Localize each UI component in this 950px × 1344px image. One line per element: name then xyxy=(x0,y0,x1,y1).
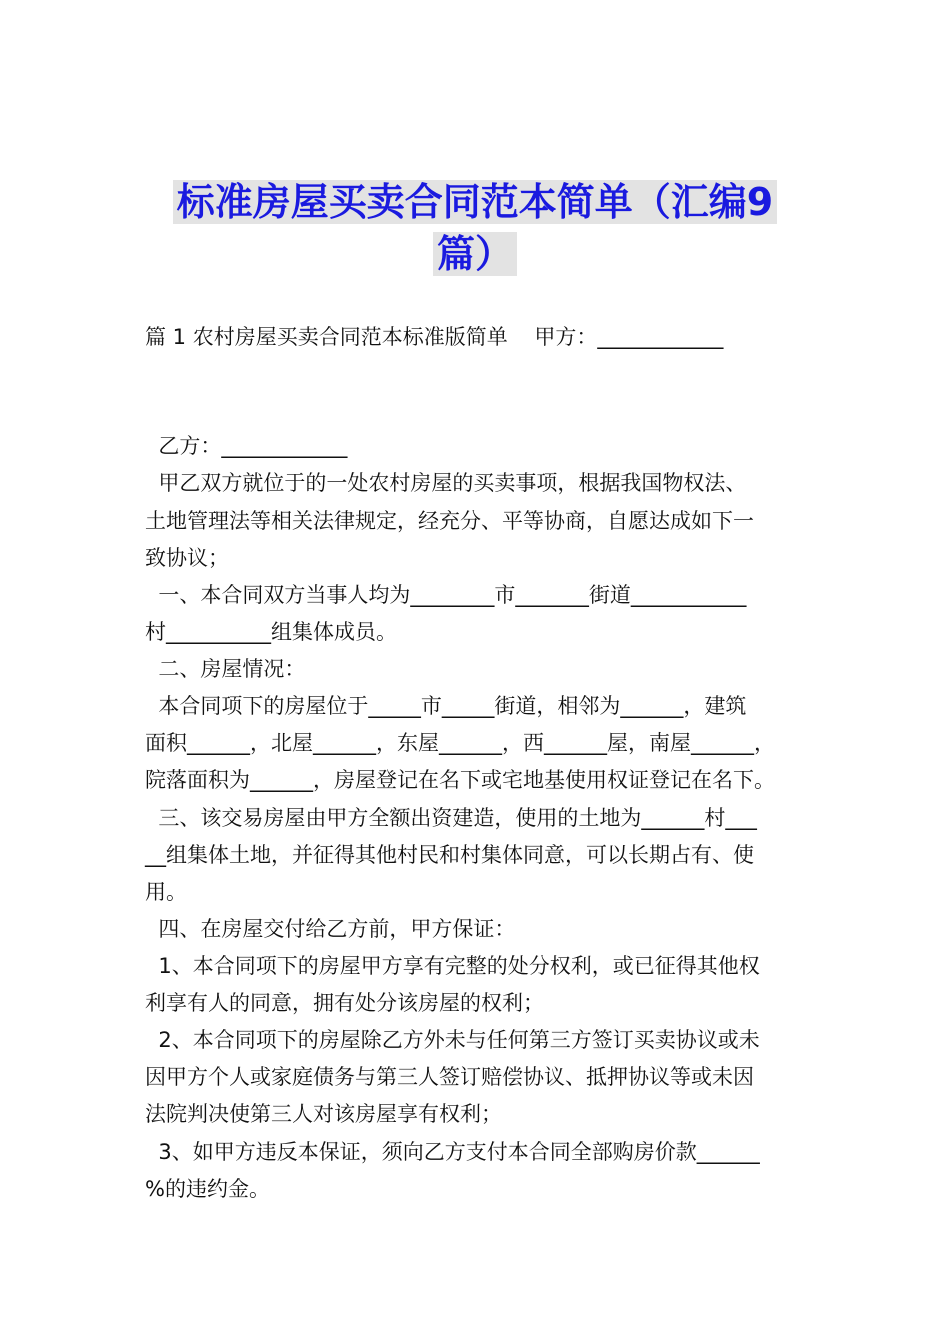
body-line: 法院判决使第三人对该房屋享有权利； xyxy=(145,1102,502,1126)
body-line: 致协议； xyxy=(145,546,229,570)
body-line: 因甲方个人或家庭债务与第三人签订赔偿协议、抵押协议等或未因 xyxy=(145,1065,754,1089)
body-line: 村__________组集体成员。 xyxy=(145,620,397,644)
body-line: 二、房屋情况： xyxy=(145,657,306,681)
body-line: 一、本合同双方当事人均为________市_______街道___________ xyxy=(145,583,747,607)
body-line: 2、本合同项下的房屋除乙方外未与任何第三方签订买卖协议或未 xyxy=(145,1028,760,1052)
body-line: 篇 1 农村房屋买卖合同范本标准版简单 甲方：____________ xyxy=(145,325,724,349)
body-line: 甲乙双方就位于的一处农村房屋的买卖事项，根据我国物权法、 xyxy=(145,471,747,495)
body-line: 四、在房屋交付给乙方前，甲方保证： xyxy=(145,917,516,941)
body-line: 院落面积为______，房屋登记在名下或宅地基使用权证登记在名下。 xyxy=(145,768,775,792)
body-line: %的违约金。 xyxy=(145,1177,270,1201)
body-line: 土地管理法等相关法律规定，经充分、平等协商，自愿达成如下一 xyxy=(145,509,754,533)
body-line: 3、如甲方违反本保证，须向乙方支付本合同全部购房价款______ xyxy=(145,1140,760,1164)
title-text-1: 标准房屋买卖合同范本简单（汇编9 xyxy=(173,180,777,224)
body-line: 三、该交易房屋由甲方全额出资建造，使用的土地为______村___ xyxy=(145,806,757,830)
body-line: 面积______，北屋______，东屋______，西______屋，南屋______， xyxy=(145,731,775,755)
body-line: 乙方：____________ xyxy=(145,434,348,458)
body-line: 用。 xyxy=(145,880,187,904)
body-line: 本合同项下的房屋位于_____市_____街道，相邻为______，建筑 xyxy=(145,694,747,718)
body-line: __组集体土地，并征得其他村民和村集体同意，可以长期占有、使 xyxy=(145,843,754,867)
body-line: 利享有人的同意，拥有处分该房屋的权利； xyxy=(145,991,544,1015)
body-line: 1、本合同项下的房屋甲方享有完整的处分权利，或已征得其他权 xyxy=(145,954,760,978)
title-text-2: 篇） xyxy=(433,232,517,276)
